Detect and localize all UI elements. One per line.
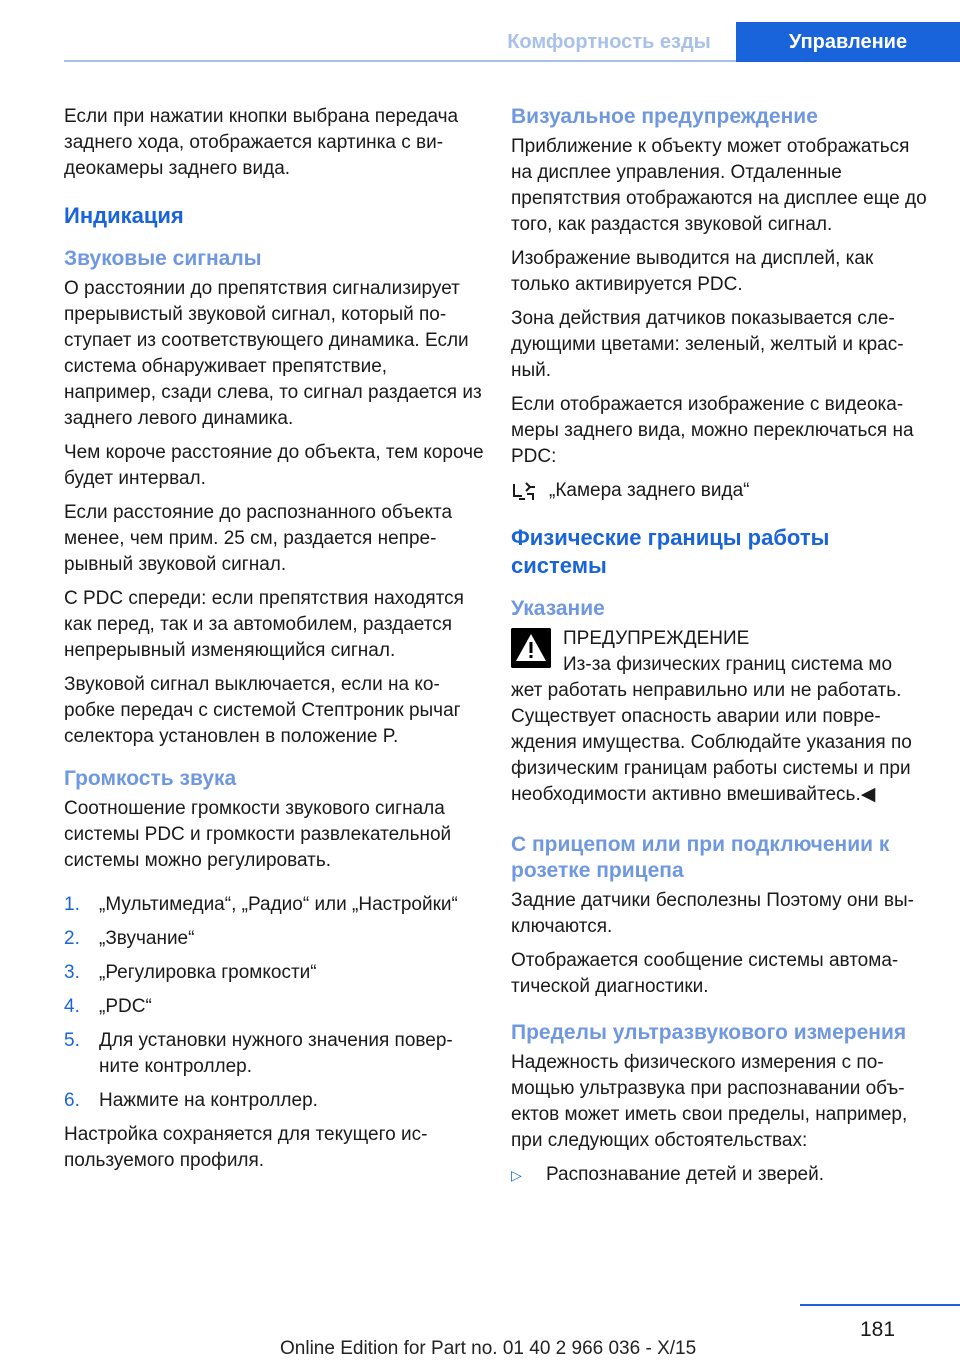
heading-volume: Громкость звука — [64, 767, 237, 790]
step-text: „PDC“ — [99, 996, 152, 1017]
edition-note: Online Edition for Part no. 01 40 2 966 036 - X/15 — [280, 1338, 697, 1359]
step-number: 2. — [64, 928, 80, 949]
step-text: Для установки нужного значения поверните контроллер. — [99, 1030, 453, 1077]
warning-block — [511, 626, 931, 808]
list-item — [64, 960, 484, 986]
heading-ultrasound-limits: Пределы ультразвукового измерения — [511, 1021, 907, 1044]
header-rule — [64, 60, 736, 62]
bullet-text: Распознавание детей и зверей. — [546, 1164, 824, 1185]
heading-sound-signals: Звуковые сигналы — [64, 247, 262, 270]
paragraph: О расстоянии до препятствия сигнализирует прерывистый звуковой сигнал, который поступает из соответствующего динамика. Если система обнаруживает препятствие, например, сзади слева, то сигнал раздается из заднего левого динамика. — [64, 278, 482, 429]
right-column — [511, 104, 931, 1196]
warning-text: жет работать неправильно или не работать. Существует опасность аварии или повреждения имущества. Соблюдайте указания по физическим границам работы системы и при необходимости активно вмешивайтесь.◀ — [511, 680, 912, 805]
step-text: „Регулировка громкости“ — [99, 962, 317, 983]
intro-paragraph: Если при нажатии кнопки выбрана передача заднего хода, отображается картинка с видеокамеры заднего вида. — [64, 106, 459, 179]
list-item — [64, 926, 484, 952]
heading-indication: Индикация — [64, 203, 184, 228]
paragraph: Если отображается изображение с видеокамеры заднего вида, можно переключаться на PDC: — [511, 394, 914, 467]
paragraph: Отображается сообщение системы автоматической диагностики. — [511, 950, 899, 997]
heading-trailer: С прицепом или при подключении к розетке прицепа — [511, 833, 890, 882]
step-number: 4. — [64, 996, 80, 1017]
warning-text: Из-за физических границ система мо — [563, 654, 893, 675]
list-item — [64, 892, 484, 918]
paragraph: Приближение к объекту может отображаться на дисплее управления. Отдаленные препятствия отображаются на дисплее еще до того, как раздастся звуковой сигнал. — [511, 136, 927, 235]
step-number: 3. — [64, 962, 80, 983]
list-item — [64, 1028, 484, 1080]
list-item — [64, 994, 484, 1020]
step-number: 6. — [64, 1090, 80, 1111]
step-number: 1. — [64, 894, 80, 915]
paragraph: Изображение выводится на дисплей, как только активируется PDC. — [511, 248, 874, 295]
heading-visual-warning: Визуальное предупреждение — [511, 105, 818, 128]
tab-control: Управление — [736, 22, 960, 62]
step-text: „Звучание“ — [99, 928, 195, 949]
step-text: „Мультимедиа“, „Радио“ или „Настройки“ — [99, 894, 458, 915]
paragraph: Зона действия датчиков показывается следующими цветами: зеленый, желтый и красный. — [511, 308, 904, 381]
step-number: 5. — [64, 1030, 80, 1051]
paragraph: Соотношение громкости звукового сигнала системы PDC и громкости развлекательной системы можно регулировать. — [64, 798, 452, 871]
list-item — [511, 1162, 931, 1188]
bullet-list — [511, 1162, 931, 1188]
warning-title: ПРЕДУПРЕЖДЕНИЕ — [563, 628, 750, 649]
heading-note: Указание — [511, 597, 605, 620]
footer-rule — [800, 1304, 960, 1306]
paragraph: Звуковой сигнал выключается, если на коробке передач с системой Стептроник рычаг селектора установлен в положение P. — [64, 674, 461, 747]
heading-physical-limits: Физические границы работы системы — [511, 525, 830, 578]
bullet-marker: ▷ — [511, 1167, 522, 1183]
camera-menu-line — [511, 478, 931, 504]
paragraph: Чем короче расстояние до объекта, тем короче будет интервал. — [64, 442, 484, 489]
list-item — [64, 1088, 484, 1114]
left-column — [64, 104, 484, 1182]
rear-camera-icon — [511, 480, 537, 502]
paragraph: Задние датчики бесполезны Поэтому они выключаются. — [511, 890, 914, 937]
tab-comfort: Комфортность езды — [507, 31, 711, 53]
step-text: Нажмите на контроллер. — [99, 1090, 318, 1111]
page-number: 181 — [860, 1318, 896, 1341]
warning-triangle-icon — [511, 628, 551, 668]
paragraph: С PDC спереди: если препятствия находятся как перед, так и за автомобилем, раздается непрерывный изменяющийся сигнал. — [64, 588, 464, 661]
paragraph: Надежность физического измерения с помощью ультразвука при распознавании объектов может иметь свои пределы, например, при следующих обстоятельствах: — [511, 1052, 908, 1151]
camera-label: „Камера заднего вида“ — [549, 480, 750, 501]
steps-list — [64, 892, 484, 1114]
paragraph: Если расстояние до распознанного объекта менее, чем прим. 25 см, раздается непрерывный звуковой сигнал. — [64, 502, 453, 575]
paragraph: Настройка сохраняется для текущего используемого профиля. — [64, 1124, 428, 1171]
